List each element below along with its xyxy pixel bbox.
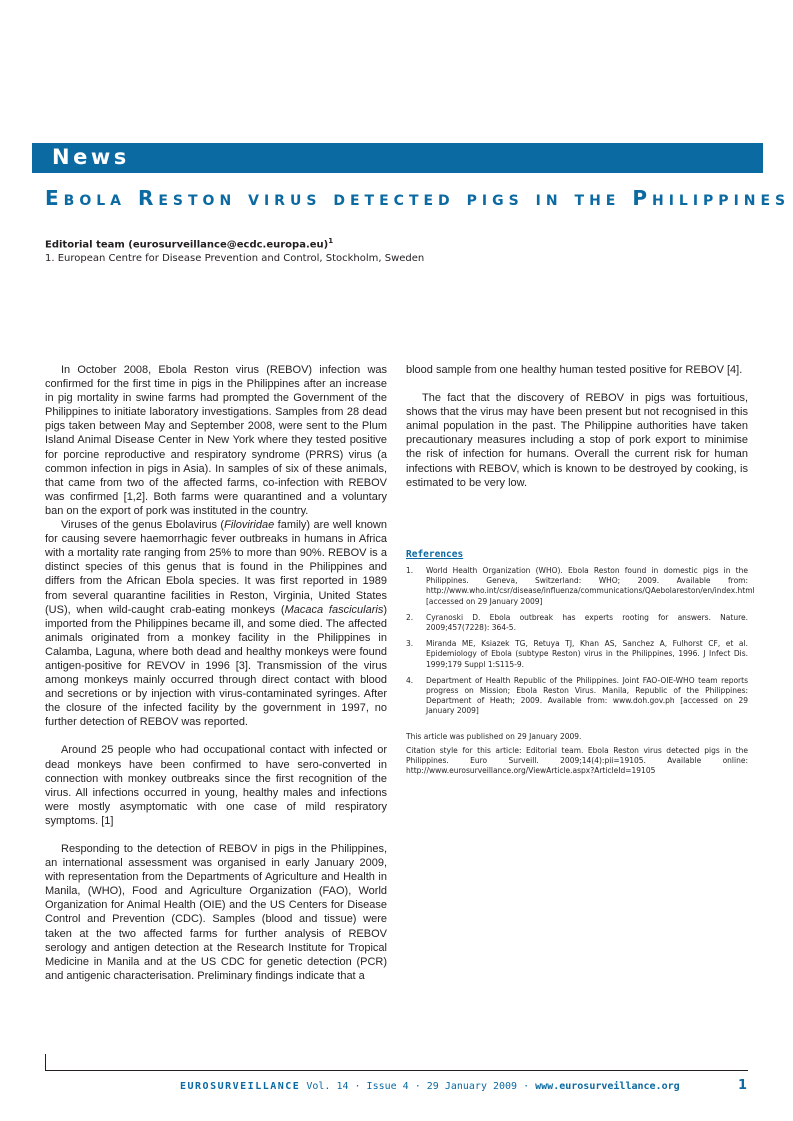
italic-term-macaca: Macaca fascicularis [284, 603, 384, 616]
paragraph-2: Viruses of the genus Ebolavirus (Filoviridae family) are well known for causing severe haemorrhagic fever outbreaks in humans in Africa with a mortality rate ranging from 25% to more than 90%. REBOV is a distinct species of this genus that is found in the Philippines and differs from the African Ebola species. It was first reported in 1989 from several quarantine facilities in Reston, Virginia, United States (US), when wild-caught crab-eating monkeys (Macaca fascicularis) imported from the Philippines became ill, and some died. The affected animals originated from a monkey facility in the Philippines in Calamba, Laguna, where both dead and healthy monkeys were found antigen-positive for REVOV in 1996 [3]. Transmission of the virus among monkeys mainly occurred through direct contact with blood and secretions or by injection with virus-contaminated syringes. After the closure of the infected facility by the government in 1997, no further detection of REBOV was reported. [45, 519, 388, 729]
body-column-left [45, 363, 387, 983]
footer-brand: EUROSURVEILLANCE [180, 1081, 301, 1092]
section-label: News [52, 145, 130, 169]
citation-style: Citation style for this article: Editorial team. Ebola Reston virus detected pigs in the Philippines. Euro Surveill. 2009;14(4):pii=19105. Available online: http://www.eurosurveillance.org/ViewArticle.aspx?ArticleId=19105 [406, 746, 748, 776]
published-note: This article was published on 29 January 2009. [406, 732, 582, 741]
paragraph-5: The fact that the discovery of REBOV in pigs was fortuitious, shows that the virus may have been present but not recognised in this animal population in the past. The Philippine authorities have taken precautionary measures including a stop of pork export to minimise the risk of infection for humans. Overall the current risk for human infections with REBOV, which is known to be destroyed by cooking, is estimated to be very low. [406, 392, 748, 489]
reference-item: 3. Miranda ME, Ksiazek TG, Retuya TJ, Khan AS, Sanchez A, Fulhorst CF, et al. Epidemiology of Ebola (subtype Reston) virus in the Philippines, 1996. J Infect Dis. 1999;179 Suppl 1:S115-9. [406, 639, 748, 669]
authors [45, 237, 333, 250]
footer-rule-vertical [45, 1054, 46, 1071]
reference-item: 4. Department of Health Republic of the Philippines. Joint FAO-OIE-WHO team reports progress on Mission; Ebola Reston Virus. Manila, Republic of the Philippines: Department of Heath; 2009. Available from: www.doh.gov.ph [accessed on 29 January 2009] [406, 675, 748, 716]
paragraph-4: Responding to the detection of REBOV in pigs in the Philippines, an international assessment was organised in early January 2009, with representation from the Departments of Agriculture and Health in Manila, (WHO), Food and Agriculture Organization (FAO), World Organization for Animal Health (OIE) and the US Centers for Disease Control and Prevention (CDC). Samples (blood and tissue) were taken at the two affected farms for further analysis of REBOV serology and antigen detection at the Research Institute for Tropical Medicine in Manila and at the US CDC for genetic detection (PCR) and antigenic characterisation. Preliminary findings indicate that a [45, 843, 387, 982]
body-column-right [406, 363, 748, 490]
article-title: Ebola Reston virus detected pigs in the Philippines [45, 186, 791, 210]
page-number: 1 [738, 1078, 748, 1093]
paragraph-3: Around 25 people who had occupational contact with infected or dead monkeys have been confirmed to have sero-converted in connection with monkey outbreaks since the first recognition of the virus. All infections occurred in young, healthy males and infections were mostly asymptomatic with one case of mild respiratory symptoms. [1] [45, 744, 387, 827]
authors-text: Editorial team (eurosurveillance@ecdc.europa.eu) [45, 239, 329, 251]
footer-url[interactable]: www.eurosurveillance.org [535, 1081, 680, 1092]
section-banner [32, 143, 763, 173]
reference-item: 2. Cyranoski D. Ebola outbreak has experts rooting for answers. Nature. 2009;457(7228): 364-5. [406, 612, 748, 633]
affiliation: 1. European Centre for Disease Prevention and Control, Stockholm, Sweden [45, 253, 425, 264]
footer [180, 1081, 680, 1092]
italic-term-filoviridae: Filoviridae [224, 519, 275, 532]
footer-issue: Vol. 14 · Issue 4 · 29 January 2009 · [300, 1081, 536, 1092]
paragraph-1: In October 2008, Ebola Reston virus (REBOV) infection was confirmed for the first time in pigs in the Philippines after an increase in pig mortality in swine farms had prompted the Government of the Philippines to initiate laboratory investigations. Samples from 28 dead pigs taken between May and September 2008, were sent to the Plum Island Animal Disease Center in New York where they tested positive for porcine reproductive and respiratory syndrome (PRRS) virus (a common infection in pigs in Asia). In samples of six of these animals, that came from two of the affected farms, co-infection with REBOV was confirmed [1,2]. Both farms were quarantined and a voluntary ban on the export of pork was instituted in the country. [45, 364, 387, 517]
paragraph-4-continued: blood sample from one healthy human tested positive for REBOV [4]. [406, 364, 743, 376]
reference-item: 1. World Health Organization (WHO). Ebola Reston found in domestic pigs in the Philippines. Geneva, Switzerland: WHO; 2009. Available from: http://www.who.int/csr/disease/influenza/communications/QAebolareston/en/index.html [accessed on 29 January 2009] [406, 566, 755, 606]
references-list [406, 566, 755, 723]
footer-rule [45, 1070, 748, 1071]
author-superscript: 1 [328, 237, 334, 245]
references-heading: References [406, 549, 464, 560]
